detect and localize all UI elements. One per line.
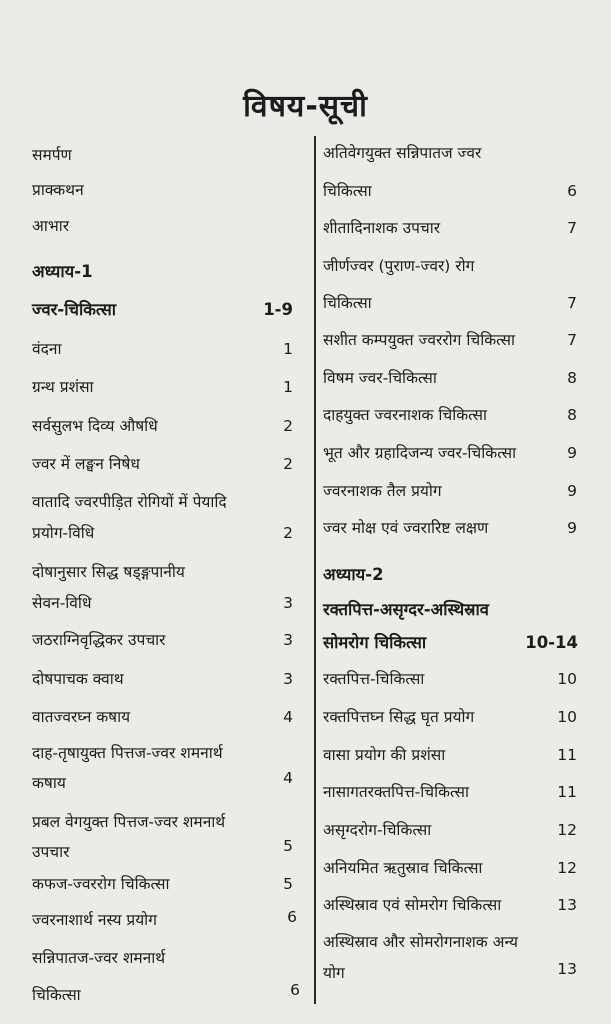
page-number: 1 bbox=[283, 340, 293, 358]
toc-entry: वातादि ज्वरपीड़ित रोगियों में पेयादि bbox=[32, 493, 227, 511]
toc-entry: वातज्वरघ्न कषाय bbox=[32, 708, 131, 726]
toc-entry: वंदना bbox=[32, 340, 62, 358]
chapter-title: सोमरोग चिकित्सा bbox=[323, 633, 427, 652]
toc-entry: रक्तपित्तघ्न सिद्ध घृत प्रयोग bbox=[323, 708, 475, 726]
toc-entry: उपचार bbox=[32, 843, 70, 861]
toc-entry: चिकित्सा bbox=[323, 182, 372, 200]
toc-entry: वासा प्रयोग की प्रशंसा bbox=[323, 746, 446, 764]
toc-entry: चिकित्सा bbox=[323, 294, 372, 312]
page-number: 9 bbox=[567, 444, 577, 462]
toc-entry: कफज-ज्वररोग चिकित्सा bbox=[32, 875, 170, 893]
page-range: 10-14 bbox=[525, 633, 578, 652]
toc-entry: विषम ज्वर-चिकित्सा bbox=[323, 369, 437, 387]
page-number: 12 bbox=[557, 821, 577, 839]
page-number: 13 bbox=[557, 896, 577, 914]
toc-entry: ज्वर मोक्ष एवं ज्वरारिष्ट लक्षण bbox=[323, 519, 489, 537]
toc-entry: दाहयुक्त ज्वरनाशक चिकित्सा bbox=[323, 406, 488, 424]
page-number: 2 bbox=[283, 455, 293, 473]
toc-entry: आभार bbox=[32, 217, 70, 235]
page-number: 12 bbox=[557, 859, 577, 877]
toc-entry: रक्तपित्त-चिकित्सा bbox=[323, 670, 425, 688]
toc-entry: अस्थिस्राव और सोमरोगनाशक अन्य bbox=[323, 933, 519, 951]
page-number: 10 bbox=[557, 708, 577, 726]
toc-entry: ग्रन्थ प्रशंसा bbox=[32, 378, 94, 396]
page-number: 3 bbox=[283, 631, 293, 649]
toc-entry: अनियमित ऋतुस्राव चिकित्सा bbox=[323, 859, 483, 877]
page-number: 1 bbox=[283, 378, 293, 396]
page-number: 11 bbox=[557, 783, 577, 801]
page-number: 11 bbox=[557, 746, 577, 764]
page-number: 6 bbox=[567, 182, 577, 200]
toc-entry: कषाय bbox=[32, 774, 66, 792]
toc-entry: योग bbox=[323, 964, 345, 982]
toc-entry: नासागतरक्तपित्त-चिकित्सा bbox=[323, 783, 469, 801]
toc-entry: दोषानुसार सिद्ध षड्ङ्गपानीय bbox=[32, 563, 185, 581]
toc-entry: सशीत कम्पयुक्त ज्वररोग चिकित्सा bbox=[323, 331, 516, 349]
page-number: 9 bbox=[567, 519, 577, 537]
toc-entry: दाह-तृषायुक्त पित्तज-ज्वर शमनार्थ bbox=[32, 744, 223, 762]
page-number: 4 bbox=[283, 708, 293, 726]
page-number: 2 bbox=[283, 524, 293, 542]
page-title: विषय-सूची bbox=[243, 89, 368, 124]
toc-entry: ज्वरनाशार्थ नस्य प्रयोग bbox=[32, 911, 157, 929]
page-number: 6 bbox=[287, 908, 297, 926]
page-number: 5 bbox=[283, 837, 293, 855]
toc-entry: सन्निपातज-ज्वर शमनार्थ bbox=[32, 949, 166, 967]
chapter-title: रक्तपित्त-असृग्दर-अस्थिस्राव bbox=[323, 600, 489, 619]
column-divider bbox=[314, 136, 316, 1004]
page-number: 7 bbox=[567, 331, 577, 349]
page-number: 6 bbox=[290, 981, 300, 999]
page-number: 5 bbox=[283, 875, 293, 893]
page-number: 8 bbox=[567, 406, 577, 424]
toc-entry: अतिवेगयुक्त सन्निपातज ज्वर bbox=[323, 144, 482, 162]
toc-entry: प्रयोग-विधि bbox=[32, 524, 95, 542]
toc-entry: अस्थिस्राव एवं सोमरोग चिकित्सा bbox=[323, 896, 502, 914]
toc-entry: जठराग्निवृद्धिकर उपचार bbox=[32, 631, 166, 649]
toc-entry: भूत और ग्रहादिजन्य ज्वर-चिकित्सा bbox=[323, 444, 517, 462]
toc-entry: प्राक्कथन bbox=[32, 181, 84, 199]
chapter-title: ज्वर-चिकित्सा bbox=[32, 300, 117, 319]
page-number: 7 bbox=[567, 219, 577, 237]
toc-entry: सेवन-विधि bbox=[32, 594, 92, 612]
chapter-heading: अध्याय-1 bbox=[32, 262, 93, 281]
toc-entry: समर्पण bbox=[32, 146, 72, 164]
page-number: 9 bbox=[567, 482, 577, 500]
toc-entry: शीतादिनाशक उपचार bbox=[323, 219, 441, 237]
page-number: 8 bbox=[567, 369, 577, 387]
toc-entry: ज्वरनाशक तैल प्रयोग bbox=[323, 482, 442, 500]
toc-entry: ज्वर में लङ्घन निषेध bbox=[32, 455, 140, 473]
page-number: 3 bbox=[283, 670, 293, 688]
toc-entry: जीर्णज्वर (पुराण-ज्वर) रोग bbox=[323, 257, 475, 275]
chapter-heading: अध्याय-2 bbox=[323, 565, 384, 584]
page-range: 1-9 bbox=[263, 300, 293, 319]
toc-entry: चिकित्सा bbox=[32, 986, 81, 1004]
toc-entry: असृग्दरोग-चिकित्सा bbox=[323, 821, 432, 839]
page-number: 2 bbox=[283, 417, 293, 435]
page-number: 7 bbox=[567, 294, 577, 312]
page-number: 3 bbox=[283, 594, 293, 612]
toc-entry: प्रबल वेगयुक्त पित्तज-ज्वर शमनार्थ bbox=[32, 813, 226, 831]
page-number: 4 bbox=[283, 769, 293, 787]
page-number: 13 bbox=[557, 960, 577, 978]
page-number: 10 bbox=[557, 670, 577, 688]
toc-entry: दोषपाचक क्वाथ bbox=[32, 670, 124, 688]
toc-entry: सर्वसुलभ दिव्य औषधि bbox=[32, 417, 158, 435]
